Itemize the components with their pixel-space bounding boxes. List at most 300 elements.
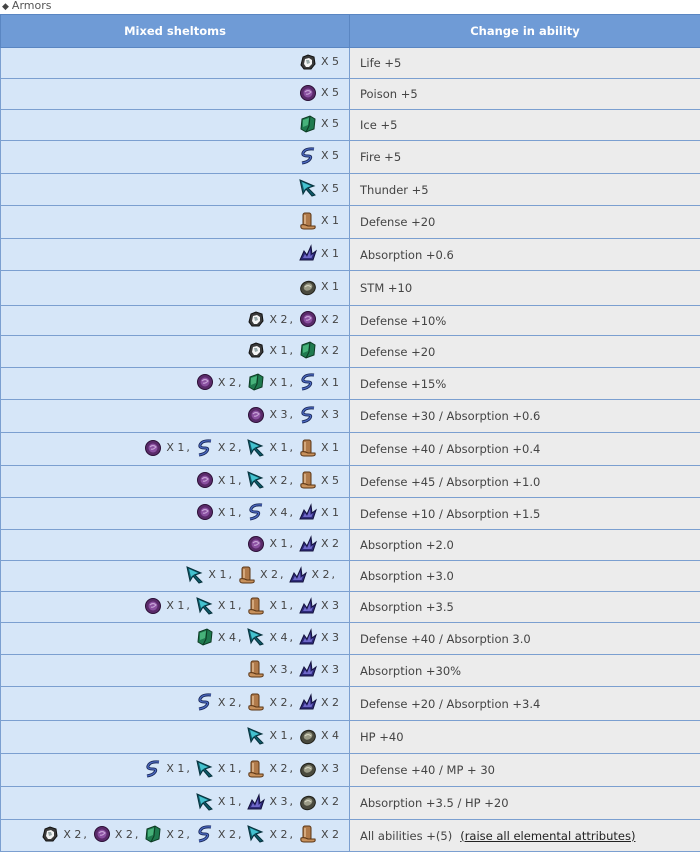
- sheltom-item: [298, 277, 340, 297]
- table-row: [1, 787, 700, 820]
- ability-effect-text: Absorption +3.5: [360, 600, 454, 614]
- ability-effect-text: Defense +20 / Absorption +3.4: [360, 697, 540, 711]
- fadeo-sheltom-icon: [298, 340, 318, 360]
- sheltom-quantity: X 5: [321, 55, 339, 68]
- fadeo-sheltom-icon: [143, 824, 163, 844]
- ability-change-cell: [350, 592, 700, 623]
- table-row: [1, 206, 700, 239]
- sheltom-combo-cell: [1, 655, 350, 687]
- section-caption: [0, 0, 700, 14]
- sheltom-list: [246, 659, 340, 679]
- table-row: [1, 110, 700, 141]
- sheltom-quantity: X 2: [321, 696, 339, 709]
- raident-sheltom-icon: [195, 759, 215, 779]
- ability-change-cell: [350, 466, 700, 498]
- item-separator: ,: [83, 828, 87, 841]
- sheltom-combo-cell: [1, 466, 350, 498]
- sheltom-item: [246, 309, 288, 329]
- sheltom-item: [298, 502, 340, 522]
- item-separator: ,: [186, 828, 190, 841]
- sheltom-combo-cell: [1, 721, 350, 754]
- item-separator: ,: [289, 474, 293, 487]
- transparo-sheltom-icon: [246, 692, 266, 712]
- item-separator: ,: [289, 313, 293, 326]
- sheltom-item: [195, 470, 237, 490]
- item-trailing-separator: ,: [332, 568, 336, 581]
- sheltom-list: [246, 726, 340, 746]
- sheltom-item: [298, 372, 340, 392]
- ability-change-cell: [350, 206, 700, 239]
- raident-sheltom-icon: [246, 627, 266, 647]
- sheltom-item: [298, 178, 340, 198]
- ability-effect-text: Absorption +30%: [360, 664, 461, 678]
- ability-effect-text: Defense +20: [360, 215, 435, 229]
- sheltom-combo-cell: [1, 400, 350, 433]
- sheltom-quantity: X 2: [218, 696, 236, 709]
- sheltom-quantity: X 1: [321, 247, 339, 260]
- sheltom-item: [298, 759, 340, 779]
- ability-effect-text: Absorption +2.0: [360, 538, 454, 552]
- murky-sheltom-icon: [298, 692, 318, 712]
- sheltom-quantity: X 3: [269, 663, 287, 676]
- sheltom-item: [298, 146, 340, 166]
- sheltom-quantity: X 1: [269, 376, 287, 389]
- item-separator: ,: [289, 696, 293, 709]
- table-row: [1, 498, 700, 530]
- table-row: [1, 754, 700, 787]
- sheltom-list: [298, 83, 340, 103]
- sheltom-item: [195, 502, 237, 522]
- sheltom-quantity: X 2: [321, 313, 339, 326]
- item-separator: ,: [238, 696, 242, 709]
- sheltom-item: [143, 759, 185, 779]
- ability-effect-text: Fire +5: [360, 150, 401, 164]
- table-row: [1, 79, 700, 110]
- transparo-sheltom-icon: [246, 596, 266, 616]
- sheltom-quantity: X 3: [321, 408, 339, 421]
- sheltom-quantity: X 1: [269, 344, 287, 357]
- sheltom-item: [298, 83, 340, 103]
- raident-sheltom-icon: [246, 470, 266, 490]
- ability-change-cell: [350, 368, 700, 400]
- sheltom-item: [143, 824, 185, 844]
- sheltom-item: [143, 438, 185, 458]
- item-separator: ,: [238, 599, 242, 612]
- item-separator: ,: [238, 376, 242, 389]
- raident-sheltom-icon: [246, 438, 266, 458]
- lucidy-sheltom-icon: [298, 52, 318, 72]
- sheltom-quantity: X 5: [321, 86, 339, 99]
- sheltom-combo-cell: [1, 48, 350, 79]
- sheltom-item: [298, 405, 340, 425]
- sheltom-combo-cell: [1, 79, 350, 110]
- sheltom-quantity: X 2: [218, 441, 236, 454]
- sheltom-item: [298, 726, 340, 746]
- sparky-sheltom-icon: [298, 372, 318, 392]
- sereneo-sheltom-icon: [298, 83, 318, 103]
- sheltom-item: [288, 565, 330, 585]
- sheltom-list: [185, 565, 340, 585]
- sheltom-combo-cell: [1, 433, 350, 466]
- lucidy-sheltom-icon: [40, 824, 60, 844]
- section-title: Armors: [12, 0, 52, 12]
- sheltom-item: [298, 792, 340, 812]
- sheltom-quantity: X 2: [260, 568, 278, 581]
- sheltom-item: [246, 627, 288, 647]
- sheltom-combo-cell: [1, 498, 350, 530]
- sheltom-combo-cell: [1, 592, 350, 623]
- sheltom-quantity: X 2: [321, 537, 339, 550]
- sereneo-sheltom-icon: [195, 372, 215, 392]
- ability-change-cell: [350, 79, 700, 110]
- sheltom-item: [246, 502, 288, 522]
- sheltom-list: [298, 178, 340, 198]
- murky-sheltom-icon: [246, 792, 266, 812]
- murky-sheltom-icon: [298, 502, 318, 522]
- sheltom-quantity: X 1: [218, 506, 236, 519]
- table-row: [1, 687, 700, 721]
- item-separator: ,: [238, 441, 242, 454]
- table-row: [1, 368, 700, 400]
- sheltom-quantity: X 1: [321, 441, 339, 454]
- item-separator: ,: [289, 441, 293, 454]
- sheltom-item: [195, 438, 237, 458]
- sheltom-item: [195, 596, 237, 616]
- ability-change-cell: [350, 400, 700, 433]
- sheltom-list: [298, 211, 340, 231]
- sheltom-quantity: X 4: [269, 506, 287, 519]
- transparo-sheltom-icon: [246, 659, 266, 679]
- sparky-sheltom-icon: [246, 502, 266, 522]
- sheltom-quantity: X 1: [269, 537, 287, 550]
- table-row: [1, 271, 700, 306]
- ability-change-cell: [350, 306, 700, 336]
- sheltom-item: [195, 759, 237, 779]
- item-separator: ,: [289, 537, 293, 550]
- ability-effect-text: All abilities +(5): [360, 829, 452, 843]
- transparo-sheltom-icon: [246, 759, 266, 779]
- item-separator: ,: [186, 599, 190, 612]
- sheltom-item: [246, 372, 288, 392]
- sparky-sheltom-icon: [143, 759, 163, 779]
- ability-change-cell: [350, 433, 700, 466]
- table-row: [1, 655, 700, 687]
- ability-change-cell: [350, 239, 700, 271]
- ability-effect-text: Defense +10%: [360, 314, 446, 328]
- sheltom-quantity: X 2: [218, 376, 236, 389]
- item-separator: ,: [289, 631, 293, 644]
- sheltom-quantity: X 2: [321, 344, 339, 357]
- ability-effect-text: Defense +40 / Absorption 3.0: [360, 632, 531, 646]
- raident-sheltom-icon: [246, 824, 266, 844]
- ability-change-cell: [350, 687, 700, 721]
- sheltom-quantity: X 2: [218, 828, 236, 841]
- ability-effect-text: Defense +40 / Absorption +0.4: [360, 442, 540, 456]
- ability-change-cell: [350, 530, 700, 561]
- ability-change-cell: [350, 271, 700, 306]
- sheltom-quantity: X 2: [269, 313, 287, 326]
- ability-effect-text: Defense +40 / MP + 30: [360, 763, 495, 777]
- item-separator: ,: [186, 441, 190, 454]
- sheltom-item: [298, 534, 340, 554]
- table-row: [1, 466, 700, 498]
- sheltom-item: [195, 824, 237, 844]
- sereneo-sheltom-icon: [195, 470, 215, 490]
- sheltom-list: [298, 146, 340, 166]
- sheltom-item: [298, 438, 340, 458]
- ability-effect-text: Poison +5: [360, 87, 418, 101]
- sheltom-quantity: X 3: [321, 599, 339, 612]
- item-separator: ,: [289, 762, 293, 775]
- sheltom-quantity: X 1: [218, 599, 236, 612]
- fadeo-sheltom-icon: [246, 372, 266, 392]
- sheltom-quantity: X 1: [218, 474, 236, 487]
- raident-sheltom-icon: [195, 792, 215, 812]
- ability-change-cell: [350, 561, 700, 592]
- sheltom-combo-cell: [1, 206, 350, 239]
- sheltom-quantity: X 2: [321, 828, 339, 841]
- sheltom-quantity: X 1: [218, 762, 236, 775]
- raise-elemental-attributes-link[interactable]: (raise all elemental attributes): [460, 829, 635, 843]
- item-separator: ,: [228, 568, 232, 581]
- sheltom-quantity: X 3: [269, 408, 287, 421]
- lucidy-sheltom-icon: [246, 340, 266, 360]
- table-row: [1, 623, 700, 655]
- item-separator: ,: [238, 795, 242, 808]
- murky-sheltom-icon: [298, 627, 318, 647]
- sheltom-item: [298, 659, 340, 679]
- ability-effect-text: HP +40: [360, 730, 404, 744]
- ability-effect-text: Absorption +0.6: [360, 248, 454, 262]
- sheltom-item: [185, 565, 227, 585]
- sheltom-combo-cell: [1, 787, 350, 820]
- item-separator: ,: [289, 376, 293, 389]
- sheltom-quantity: X 3: [321, 631, 339, 644]
- sereneo-sheltom-icon: [246, 405, 266, 425]
- sheltom-quantity: X 3: [269, 795, 287, 808]
- sheltom-quantity: X 2: [321, 795, 339, 808]
- sheltom-list: [195, 372, 340, 392]
- raident-sheltom-icon: [298, 178, 318, 198]
- sereneo-sheltom-icon: [143, 596, 163, 616]
- sparky-sheltom-icon: [298, 146, 318, 166]
- sheltom-item: [298, 627, 340, 647]
- ability-change-cell: [350, 498, 700, 530]
- item-separator: ,: [238, 474, 242, 487]
- sheltom-list: [298, 277, 340, 297]
- sheltom-item: [298, 470, 340, 490]
- raident-sheltom-icon: [246, 726, 266, 746]
- sheltom-item: [298, 211, 340, 231]
- sheltom-item: [246, 438, 288, 458]
- sparky-sheltom-icon: [195, 692, 215, 712]
- sheltom-quantity: X 2: [269, 696, 287, 709]
- sheltom-quantity: X 5: [321, 474, 339, 487]
- fadeo-sheltom-icon: [298, 114, 318, 134]
- sheltom-item: [195, 627, 237, 647]
- item-separator: ,: [289, 795, 293, 808]
- table-row: [1, 721, 700, 754]
- ability-change-cell: [350, 174, 700, 206]
- sheltom-quantity: X 3: [321, 663, 339, 676]
- sheltom-combo-cell: [1, 110, 350, 141]
- table-row: [1, 433, 700, 466]
- sheltom-quantity: X 2: [269, 474, 287, 487]
- transparo-sheltom-icon: [298, 211, 318, 231]
- sheltom-list: [298, 52, 340, 72]
- item-separator: ,: [289, 506, 293, 519]
- sheltom-quantity: X 1: [321, 214, 339, 227]
- devine-sheltom-icon: [298, 759, 318, 779]
- item-separator: ,: [280, 568, 284, 581]
- sheltom-quantity: X 4: [218, 631, 236, 644]
- sheltom-item: [246, 692, 288, 712]
- sheltom-quantity: X 1: [208, 568, 226, 581]
- table-row: [1, 592, 700, 623]
- murky-sheltom-icon: [298, 596, 318, 616]
- sparky-sheltom-icon: [298, 405, 318, 425]
- sheltom-item: [246, 405, 288, 425]
- sheltom-item: [143, 596, 185, 616]
- table-row: [1, 48, 700, 79]
- sheltom-quantity: X 1: [166, 441, 184, 454]
- lucidy-sheltom-icon: [246, 309, 266, 329]
- sheltom-list: [195, 502, 340, 522]
- sheltom-quantity: X 4: [269, 631, 287, 644]
- sheltom-combo-cell: [1, 687, 350, 721]
- table-row: [1, 306, 700, 336]
- sheltom-combo-cell: [1, 623, 350, 655]
- item-separator: ,: [238, 828, 242, 841]
- sheltom-list: [40, 824, 340, 844]
- sheltom-list: [143, 596, 340, 616]
- raident-sheltom-icon: [185, 565, 205, 585]
- sheltom-item: [246, 824, 288, 844]
- sheltom-list: [298, 243, 340, 263]
- sheltom-quantity: X 2: [269, 828, 287, 841]
- sheltom-combo-cell: [1, 561, 350, 592]
- sheltom-item: [195, 372, 237, 392]
- sheltom-combo-cell: [1, 239, 350, 271]
- transparo-sheltom-icon: [298, 438, 318, 458]
- table-row: [1, 174, 700, 206]
- sheltom-quantity: X 1: [166, 599, 184, 612]
- sheltom-combo-cell: [1, 368, 350, 400]
- sheltom-mix-table: [0, 14, 700, 852]
- ability-change-cell: [350, 623, 700, 655]
- ability-effect-text: Thunder +5: [360, 183, 429, 197]
- transparo-sheltom-icon: [298, 824, 318, 844]
- sheltom-list: [246, 309, 340, 329]
- sheltom-quantity: X 3: [321, 762, 339, 775]
- ability-change-cell: [350, 48, 700, 79]
- sheltom-item: [246, 659, 288, 679]
- sheltom-combo-cell: [1, 530, 350, 561]
- devine-sheltom-icon: [298, 277, 318, 297]
- sheltom-quantity: X 1: [269, 599, 287, 612]
- sereneo-sheltom-icon: [298, 309, 318, 329]
- devine-sheltom-icon: [298, 726, 318, 746]
- transparo-sheltom-icon: [237, 565, 257, 585]
- ability-effect-text: Life +5: [360, 56, 401, 70]
- sheltom-quantity: X 5: [321, 182, 339, 195]
- sheltom-item: [195, 692, 237, 712]
- sheltom-item: [246, 792, 288, 812]
- sheltom-combo-cell: [1, 174, 350, 206]
- header-mixed-sheltoms: Mixed sheltoms: [1, 15, 350, 48]
- murky-sheltom-icon: [288, 565, 308, 585]
- sheltom-quantity: X 1: [269, 729, 287, 742]
- table-row: [1, 141, 700, 174]
- sheltom-list: [143, 759, 340, 779]
- item-separator: ,: [289, 729, 293, 742]
- sheltom-item: [298, 114, 340, 134]
- sheltom-quantity: X 1: [321, 280, 339, 293]
- sheltom-list: [195, 470, 340, 490]
- sheltom-item: [298, 52, 340, 72]
- sheltom-quantity: X 2: [166, 828, 184, 841]
- item-separator: ,: [238, 506, 242, 519]
- item-separator: ,: [238, 762, 242, 775]
- murky-sheltom-icon: [298, 659, 318, 679]
- sheltom-item: [246, 726, 288, 746]
- sheltom-list: [195, 792, 340, 812]
- item-separator: ,: [289, 599, 293, 612]
- item-separator: ,: [186, 762, 190, 775]
- sparky-sheltom-icon: [195, 438, 215, 458]
- ability-change-cell: [350, 336, 700, 368]
- sheltom-quantity: X 5: [321, 149, 339, 162]
- sheltom-quantity: X 2: [311, 568, 329, 581]
- sparky-sheltom-icon: [195, 824, 215, 844]
- ability-effect-text: Absorption +3.5 / HP +20: [360, 796, 509, 810]
- fadeo-sheltom-icon: [195, 627, 215, 647]
- item-separator: ,: [289, 663, 293, 676]
- sheltom-item: [298, 309, 340, 329]
- sheltom-quantity: X 2: [115, 828, 133, 841]
- table-row: [1, 530, 700, 561]
- ability-effect-text: Defense +30 / Absorption +0.6: [360, 409, 540, 423]
- sheltom-item: [237, 565, 279, 585]
- sheltom-item: [298, 824, 340, 844]
- table-header-row: [1, 15, 700, 48]
- sheltom-quantity: X 1: [321, 376, 339, 389]
- header-change-in-ability: Change in ability: [350, 15, 700, 48]
- murky-sheltom-icon: [298, 534, 318, 554]
- sheltom-item: [195, 792, 237, 812]
- sheltom-item: [246, 759, 288, 779]
- ability-effect-text: Defense +10 / Absorption +1.5: [360, 507, 540, 521]
- sheltom-item: [298, 692, 340, 712]
- sheltom-quantity: X 4: [321, 729, 339, 742]
- murky-sheltom-icon: [298, 243, 318, 263]
- item-separator: ,: [289, 828, 293, 841]
- sheltom-combo-cell: [1, 271, 350, 306]
- ability-change-cell: [350, 754, 700, 787]
- sheltom-quantity: X 2: [63, 828, 81, 841]
- sereneo-sheltom-icon: [195, 502, 215, 522]
- ability-change-cell: [350, 110, 700, 141]
- sereneo-sheltom-icon: [143, 438, 163, 458]
- table-row: [1, 239, 700, 271]
- sheltom-list: [246, 340, 340, 360]
- sheltom-list: [195, 627, 340, 647]
- sheltom-item: [246, 596, 288, 616]
- sereneo-sheltom-icon: [246, 534, 266, 554]
- sheltom-quantity: X 1: [321, 506, 339, 519]
- sheltom-list: [143, 438, 340, 458]
- sheltom-quantity: X 1: [166, 762, 184, 775]
